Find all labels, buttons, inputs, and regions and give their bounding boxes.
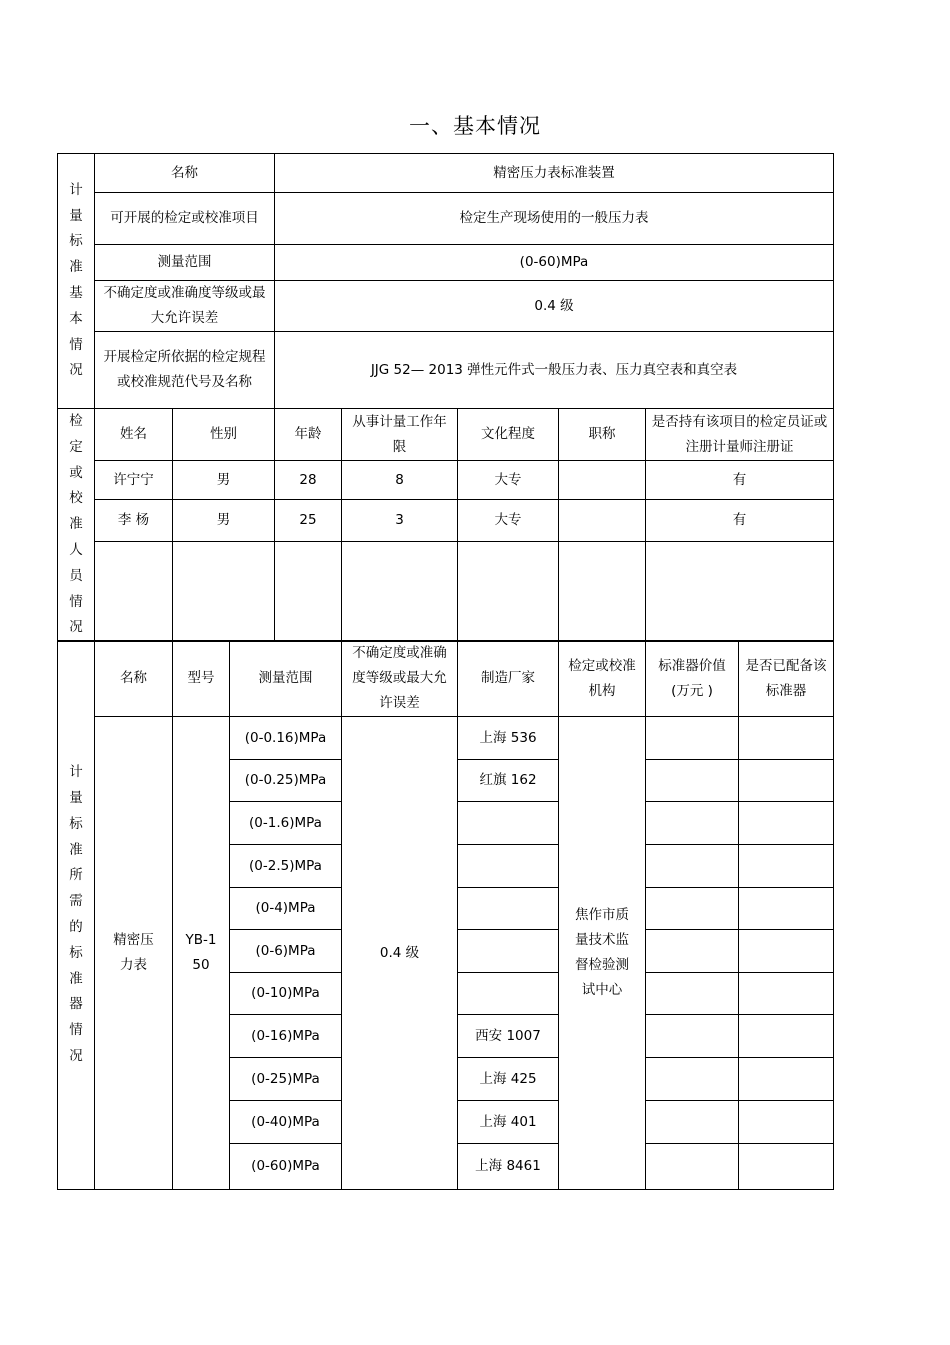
person-title: [559, 461, 646, 500]
std-value: [646, 973, 739, 1015]
personnel-table: [57, 408, 834, 642]
std-range: (0-25)MPa: [230, 1058, 342, 1101]
std-value: [646, 760, 739, 802]
std-range: (0-40)MPa: [230, 1101, 342, 1144]
std-value: [646, 845, 739, 888]
value-regulation: JJG 52— 2013 弹性元件式一般压力表、压力真空表和真空表: [275, 332, 834, 409]
std-range: (0-0.25)MPa: [230, 760, 342, 802]
person-name: 李 杨: [95, 500, 173, 541]
std-value: [646, 930, 739, 973]
table-row: [58, 461, 834, 500]
value-items: 检定生产现场使用的一般压力表: [275, 193, 834, 245]
header-name: 姓名: [95, 409, 173, 461]
std-name-text: 精密压力表: [113, 932, 154, 973]
person-age: 28: [275, 461, 342, 500]
header-title: 职称: [559, 409, 646, 461]
std-equipped: [739, 888, 834, 930]
std-model-text: YB-150: [185, 932, 217, 973]
value-name: 精密压力表标准装置: [275, 154, 834, 193]
label-uncertainty: 不确定度或准确度等级或最大允许误差: [95, 281, 275, 332]
header-std-uncertainty: 不确定度或准确度等级或最大允许误差: [342, 641, 458, 717]
std-equipped: [739, 760, 834, 802]
value-range: (0-60)MPa: [275, 245, 834, 281]
std-equipped: [739, 802, 834, 845]
empty-cell: [342, 541, 458, 642]
side-label-basic-text: 计量标准基本情况: [69, 181, 83, 379]
std-value: [646, 717, 739, 760]
std-value: [646, 802, 739, 845]
person-education: 大专: [458, 500, 559, 541]
label-regulation: 开展检定所依据的检定规程或校准规范代号及名称: [95, 332, 275, 409]
person-gender: 男: [173, 500, 275, 541]
person-name: 许宁宁: [95, 461, 173, 500]
person-years: 8: [342, 461, 458, 500]
std-range: (0-2.5)MPa: [230, 845, 342, 888]
std-agency-text: 焦作市质量技术监督检验测试中心: [575, 907, 629, 998]
std-equipped: [739, 1144, 834, 1190]
table-row: [58, 500, 834, 541]
std-maker: [458, 845, 559, 888]
empty-cell: [458, 541, 559, 642]
side-label-standards-text: 计量标准所需的标准器情况: [69, 764, 83, 1064]
person-years: 3: [342, 500, 458, 541]
std-model: [173, 717, 230, 1190]
std-maker: 西安 1007: [458, 1015, 559, 1058]
std-maker: 上海 425: [458, 1058, 559, 1101]
std-equipped: [739, 930, 834, 973]
header-std-equipped: 是否已配备该标准器: [739, 641, 834, 717]
basic-info-table: [57, 153, 834, 409]
std-equipped: [739, 717, 834, 760]
std-value: [646, 1144, 739, 1190]
std-maker: [458, 888, 559, 930]
header-std-maker: 制造厂家: [458, 641, 559, 717]
std-maker: 上海 401: [458, 1101, 559, 1144]
std-value: [646, 1058, 739, 1101]
std-range: (0-1.6)MPa: [230, 802, 342, 845]
std-maker: [458, 930, 559, 973]
empty-cell: [95, 541, 173, 642]
std-range: (0-0.16)MPa: [230, 717, 342, 760]
side-label-basic: [58, 154, 95, 409]
header-std-range: 测量范围: [230, 641, 342, 717]
std-range: (0-16)MPa: [230, 1015, 342, 1058]
header-std-model: 型号: [173, 641, 230, 717]
std-maker: [458, 802, 559, 845]
std-value: [646, 888, 739, 930]
standards-table: [57, 640, 834, 1190]
person-age: 25: [275, 500, 342, 541]
std-equipped: [739, 1058, 834, 1101]
header-std-agency: 检定或校准机构: [559, 641, 646, 717]
std-range: (0-60)MPa: [230, 1144, 342, 1190]
empty-cell: [173, 541, 275, 642]
person-education: 大专: [458, 461, 559, 500]
side-label-standards: [58, 641, 95, 1190]
header-certificate: 是否持有该项目的检定员证或注册计量师注册证: [646, 409, 834, 461]
person-certificate: 有: [646, 500, 834, 541]
table-row-empty: [58, 541, 834, 642]
std-range: (0-6)MPa: [230, 930, 342, 973]
person-certificate: 有: [646, 461, 834, 500]
person-gender: 男: [173, 461, 275, 500]
std-uncertainty: 0.4 级: [342, 717, 458, 1190]
header-std-name: 名称: [95, 641, 173, 717]
person-title: [559, 500, 646, 541]
value-uncertainty: 0.4 级: [275, 281, 834, 332]
std-maker: 红旗 162: [458, 760, 559, 802]
label-name: 名称: [95, 154, 275, 193]
empty-cell: [559, 541, 646, 642]
empty-cell: [646, 541, 834, 642]
header-years: 从事计量工作年限: [342, 409, 458, 461]
std-equipped: [739, 845, 834, 888]
table-row: [58, 717, 834, 760]
side-label-personnel-text: 检定或校准人员情况: [69, 413, 83, 636]
header-std-value: 标准器价值(万元 ): [646, 641, 739, 717]
header-gender: 性别: [173, 409, 275, 461]
std-equipped: [739, 973, 834, 1015]
std-equipped: [739, 1015, 834, 1058]
std-range: (0-10)MPa: [230, 973, 342, 1015]
std-maker: 上海 536: [458, 717, 559, 760]
header-age: 年龄: [275, 409, 342, 461]
std-equipped: [739, 1101, 834, 1144]
empty-cell: [275, 541, 342, 642]
label-items: 可开展的检定或校准项目: [95, 193, 275, 245]
std-maker: [458, 973, 559, 1015]
std-value: [646, 1015, 739, 1058]
std-range: (0-4)MPa: [230, 888, 342, 930]
std-name: [95, 717, 173, 1190]
std-value: [646, 1101, 739, 1144]
header-education: 文化程度: [458, 409, 559, 461]
side-label-personnel: [58, 409, 95, 642]
std-agency: [559, 717, 646, 1190]
page-title: 一、基本情况: [409, 114, 541, 138]
std-maker: 上海 8461: [458, 1144, 559, 1190]
label-range: 测量范围: [95, 245, 275, 281]
